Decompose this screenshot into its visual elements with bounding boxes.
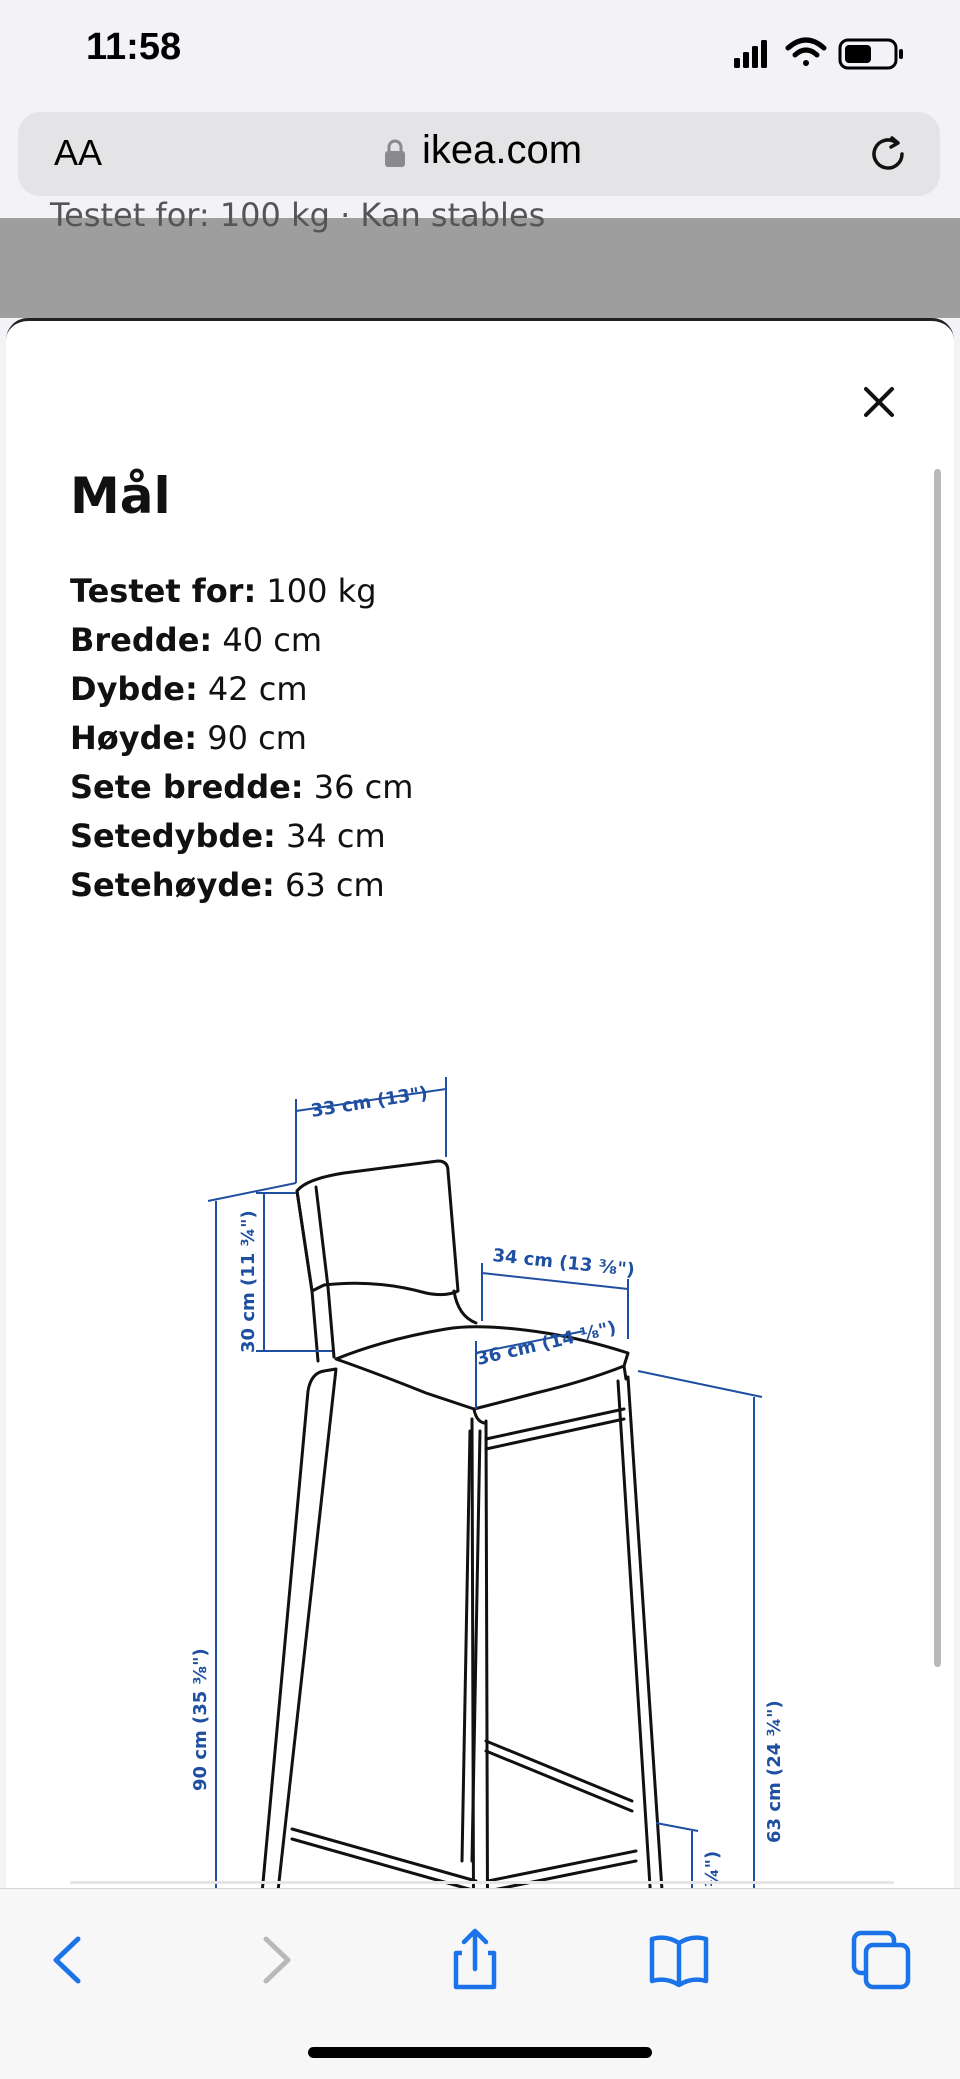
spec-value: 40 cm xyxy=(222,621,323,659)
spec-value: 63 cm xyxy=(284,866,385,904)
modal-divider xyxy=(70,1881,894,1884)
spec-label: Bredde: xyxy=(70,621,213,659)
battery-icon xyxy=(840,40,903,68)
dim-seat-depth: 34 cm (13 ⅜") xyxy=(491,1245,636,1281)
spec-label: Høyde: xyxy=(70,719,198,757)
spec-item xyxy=(70,812,413,861)
spec-label: Sete bredde: xyxy=(70,768,304,806)
wifi-icon xyxy=(788,40,824,66)
close-icon[interactable] xyxy=(854,377,904,427)
spec-value: 36 cm xyxy=(313,768,414,806)
spec-value: 90 cm xyxy=(207,719,307,757)
address-bar[interactable] xyxy=(18,112,940,196)
status-time: 11:58 xyxy=(86,26,182,68)
modal-title: Mål xyxy=(70,467,171,525)
spec-item xyxy=(70,567,413,616)
dim-seat-width: 36 cm (14 ⅛") xyxy=(474,1317,619,1370)
bookmarks-icon[interactable] xyxy=(644,1925,714,1995)
spec-value: 100 kg xyxy=(266,572,377,610)
home-indicator xyxy=(308,2047,652,2058)
lock-icon xyxy=(384,138,406,168)
chair-dimension-diagram xyxy=(6,961,954,1843)
spec-label: Setehøyde: xyxy=(70,866,275,904)
tabs-icon[interactable] xyxy=(846,1925,916,1995)
spec-item xyxy=(70,616,413,665)
dim-back-height: 30 cm (11 ¾") xyxy=(238,1210,259,1353)
background-page xyxy=(0,196,960,318)
spec-item xyxy=(70,763,413,812)
spec-item xyxy=(70,861,413,910)
spec-value: 42 cm xyxy=(207,670,308,708)
dimensions-modal xyxy=(6,318,954,1891)
spec-label: Dybde: xyxy=(70,670,198,708)
reload-icon[interactable] xyxy=(866,132,910,176)
spec-label: Setedybde: xyxy=(70,817,276,855)
back-icon[interactable] xyxy=(34,1925,104,1995)
spec-label: Testet for: xyxy=(70,572,257,610)
spec-item xyxy=(70,714,413,763)
dim-back-width: 33 cm (13") xyxy=(309,1082,430,1122)
dim-seat-height: 63 cm (24 ¾") xyxy=(764,1700,785,1843)
signal-icon xyxy=(734,40,767,68)
status-icons xyxy=(732,34,912,74)
share-icon[interactable] xyxy=(440,1925,510,1995)
background-page-text: Testet for: 100 kg · Kan stables xyxy=(50,196,546,234)
forward-icon[interactable] xyxy=(240,1925,310,1995)
spec-item xyxy=(70,665,413,714)
spec-list xyxy=(70,567,413,910)
spec-value: 34 cm xyxy=(286,817,386,855)
status-bar xyxy=(0,0,960,100)
dim-total-height: 90 cm (35 ⅜") xyxy=(190,1648,211,1791)
text-size-button[interactable]: AA xyxy=(54,132,103,173)
url-domain[interactable]: ikea.com xyxy=(422,128,583,172)
browser-toolbar xyxy=(0,1888,960,2079)
